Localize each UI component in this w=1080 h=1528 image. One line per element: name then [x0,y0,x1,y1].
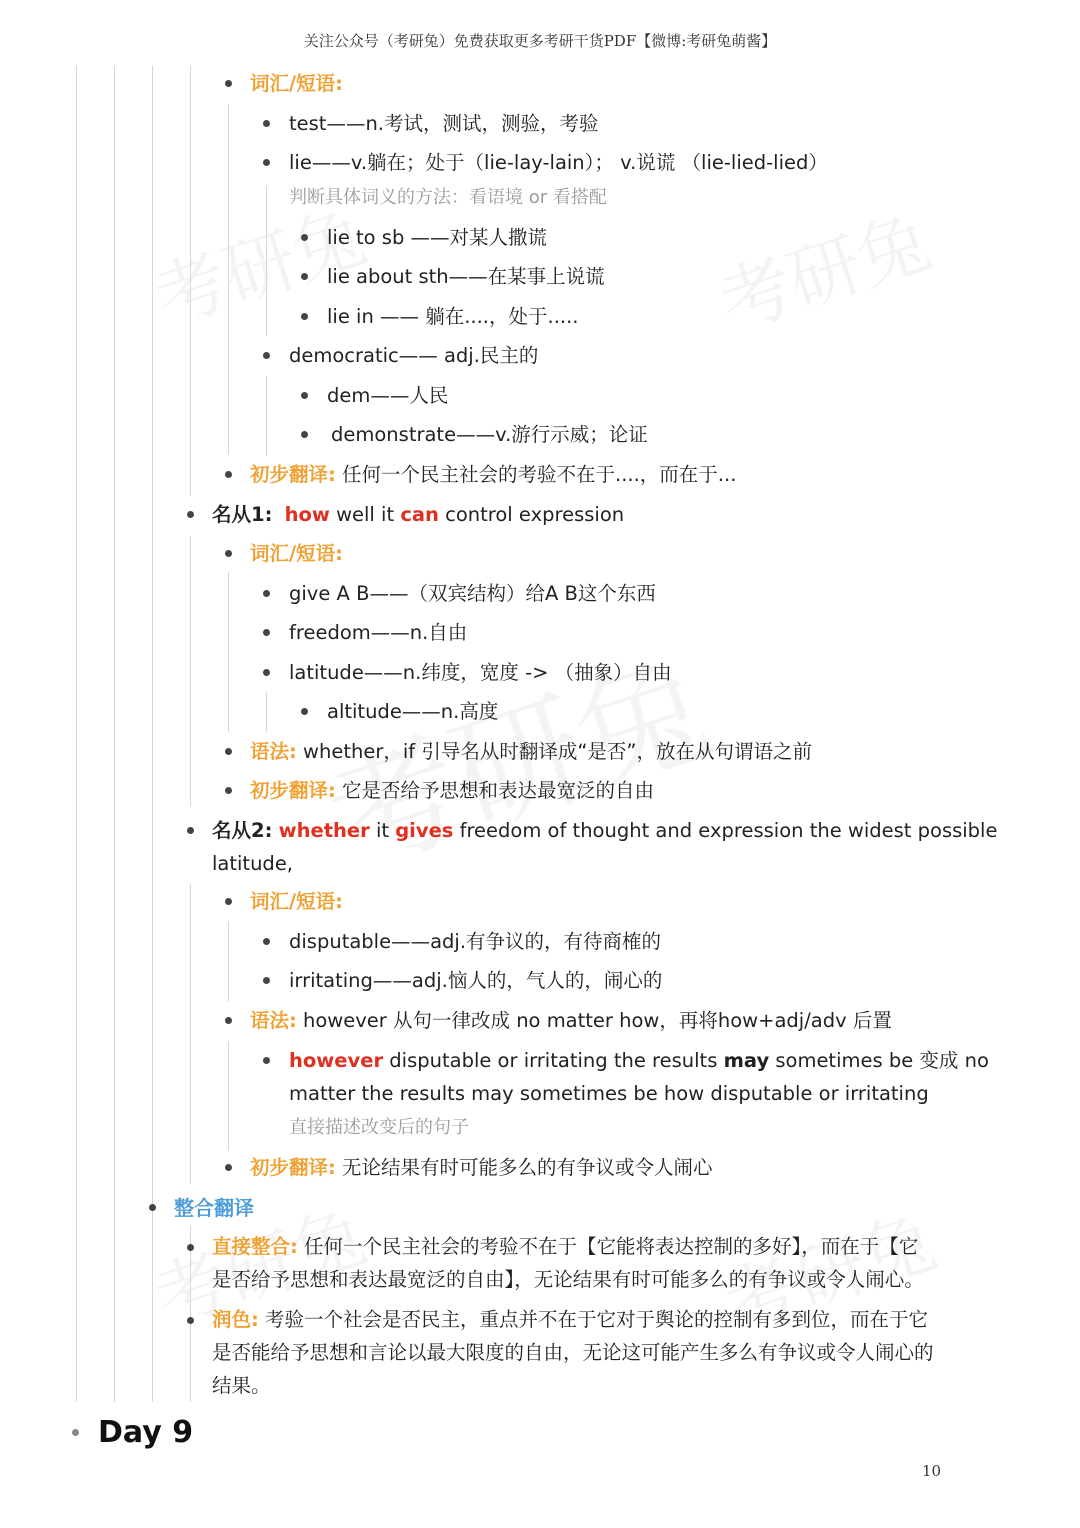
vocab-subitem: demonstrate——v.游行示威；论证 [331,423,648,446]
vocab-heading: 词汇/短语: [250,72,343,95]
sentence-text: matter the results may sometimes be how disputable or irritating [289,1082,929,1105]
indent-guide [266,186,267,336]
bullet [263,938,270,945]
clause-label: 名从2: [212,819,273,842]
indent-guide [228,922,229,1002]
bullet [301,273,308,280]
indent-guide [190,536,191,806]
bullet [263,590,270,597]
vocab-item: latitude——n.纬度，宽度 -> （抽象）自由 [289,661,672,684]
grammar-text: however 从句一律改成 no matter how，再将how+adj/adv 后置 [303,1009,892,1032]
clause-label: 名从1: [212,503,273,526]
bullet [301,431,308,438]
highlight-word: whether [278,819,370,842]
example-line [289,1045,989,1077]
vocab-subitem: lie to sb ——对某人撒谎 [327,226,548,249]
grammar-label: 语法: [250,740,297,763]
bullet [225,80,232,87]
polish-line [212,1304,928,1336]
indent-guide [190,1226,191,1402]
bullet [301,234,308,241]
clause-heading [212,815,997,847]
bullet [72,1429,79,1436]
bullet [225,748,232,755]
bullet [225,898,232,905]
bullet [187,1244,194,1251]
translation-label: 初步翻译: [250,463,336,486]
bullet [301,708,308,715]
indent-guide [114,66,115,1402]
vocab-item: disputable——adj.有争议的，有待商榷的 [289,930,662,953]
highlight-word: how [284,503,330,526]
integration-line [212,1231,918,1263]
vocab-subitem: altitude——n.高度 [327,700,499,723]
indent-guide [152,66,153,1402]
integration-text: 任何一个民主社会的考验不在于【它能将表达控制的多好】，而在于【它 [304,1235,919,1258]
translation-line [250,1152,713,1184]
vocab-subitem: lie about sth——在某事上说谎 [327,265,605,288]
bullet [187,827,194,834]
note-text: 直接描述改变后的句子 [289,1117,469,1138]
vocab-item: freedom——n.自由 [289,621,468,644]
translation-text: 它是否给予思想和表达最宽泛的自由 [342,779,655,802]
indent-guide [266,692,267,732]
integration-text: 是否给予思想和表达最宽泛的自由】，无论结果有时可能多么的有争议或令人闹心。 [212,1268,924,1291]
highlight-word: gives [395,819,454,842]
bullet [225,471,232,478]
bullet [225,787,232,794]
translation-line [250,775,654,807]
indent-guide [228,1042,229,1150]
bullet [263,669,270,676]
translation-line [250,459,736,491]
bullet [263,1057,270,1064]
section-heading: 整合翻译 [174,1196,254,1220]
indent-guide [76,66,77,1402]
bullet [263,352,270,359]
bullet [263,629,270,636]
indent-guide [266,376,267,456]
polish-label: 润色: [212,1308,259,1331]
bullet [301,313,308,320]
note-text: 判断具体词义的方法：看语境 or 看搭配 [289,187,607,208]
vocab-item: democratic—— adj.民主的 [289,344,539,367]
sentence-text: disputable or irritating the results [383,1049,724,1072]
bullet [187,1317,194,1324]
indent-guide [190,66,191,496]
integration-label: 直接整合: [212,1235,298,1258]
sentence-text: sometimes be 变成 no [769,1049,989,1072]
bullet [149,1204,156,1211]
vocab-item: irritating——adj.恼人的，气人的，闹心的 [289,969,663,992]
bullet [225,1164,232,1171]
page-number: 10 [922,1462,942,1480]
bullet [187,511,194,518]
sentence-text: latitude, [212,852,294,875]
sentence-text: it [369,819,396,842]
sentence-text: well it [329,503,401,526]
polish-text: 考验一个社会是否民主，重点并不在于它对于舆论的控制有多到位，而在于它 [265,1308,929,1331]
highlight-word: can [400,503,439,526]
grammar-label: 语法: [250,1009,297,1032]
bullet [301,392,308,399]
vocab-subitem: dem——人民 [327,384,449,407]
page-header: 关注公众号（考研兔）免费获取更多考研干货PDF【微博:考研兔萌酱】 [303,32,777,50]
translation-text: 无论结果有时可能多么的有争议或令人闹心 [342,1156,713,1179]
translation-label: 初步翻译: [250,1156,336,1179]
translation-label: 初步翻译: [250,779,336,802]
polish-text: 结果。 [212,1374,271,1397]
sentence-text: control expression [438,503,625,526]
sentence-text: freedom of thought and expression the widest possible [453,819,998,842]
grammar-line [250,1005,892,1037]
bullet [263,159,270,166]
bullet [225,1017,232,1024]
watermark [704,184,942,350]
indent-guide [228,104,229,454]
vocab-heading: 词汇/短语: [250,542,343,565]
indent-guide [190,884,191,1184]
highlight-word: however [289,1049,384,1072]
highlight-word: may [723,1049,770,1072]
translation-text: 任何一个民主社会的考验不在于....，而在于... [342,463,737,486]
grammar-text: whether，if 引导名从时翻译成“是否”，放在从句谓语之前 [303,740,813,763]
vocab-heading: 词汇/短语: [250,890,343,913]
bullet [263,977,270,984]
bullet [225,550,232,557]
vocab-subitem: lie in —— 躺在....，处于..... [327,305,579,328]
polish-text: 是否能给予思想和言论以最大限度的自由，无论这可能产生多么有争议或令人闹心的 [212,1341,934,1364]
clause-heading [212,499,624,531]
vocab-item: test——n.考试，测试，测验，考验 [289,112,599,135]
vocab-item: lie——v.躺在；处于（lie-lay-lain）； v.说谎 （lie-lied-lied） [289,151,828,174]
indent-guide [228,572,229,732]
vocab-item: give A B——（双宾结构）给A B这个东西 [289,582,656,605]
day-heading: Day 9 [98,1415,194,1450]
bullet [263,120,270,127]
grammar-line [250,736,812,768]
